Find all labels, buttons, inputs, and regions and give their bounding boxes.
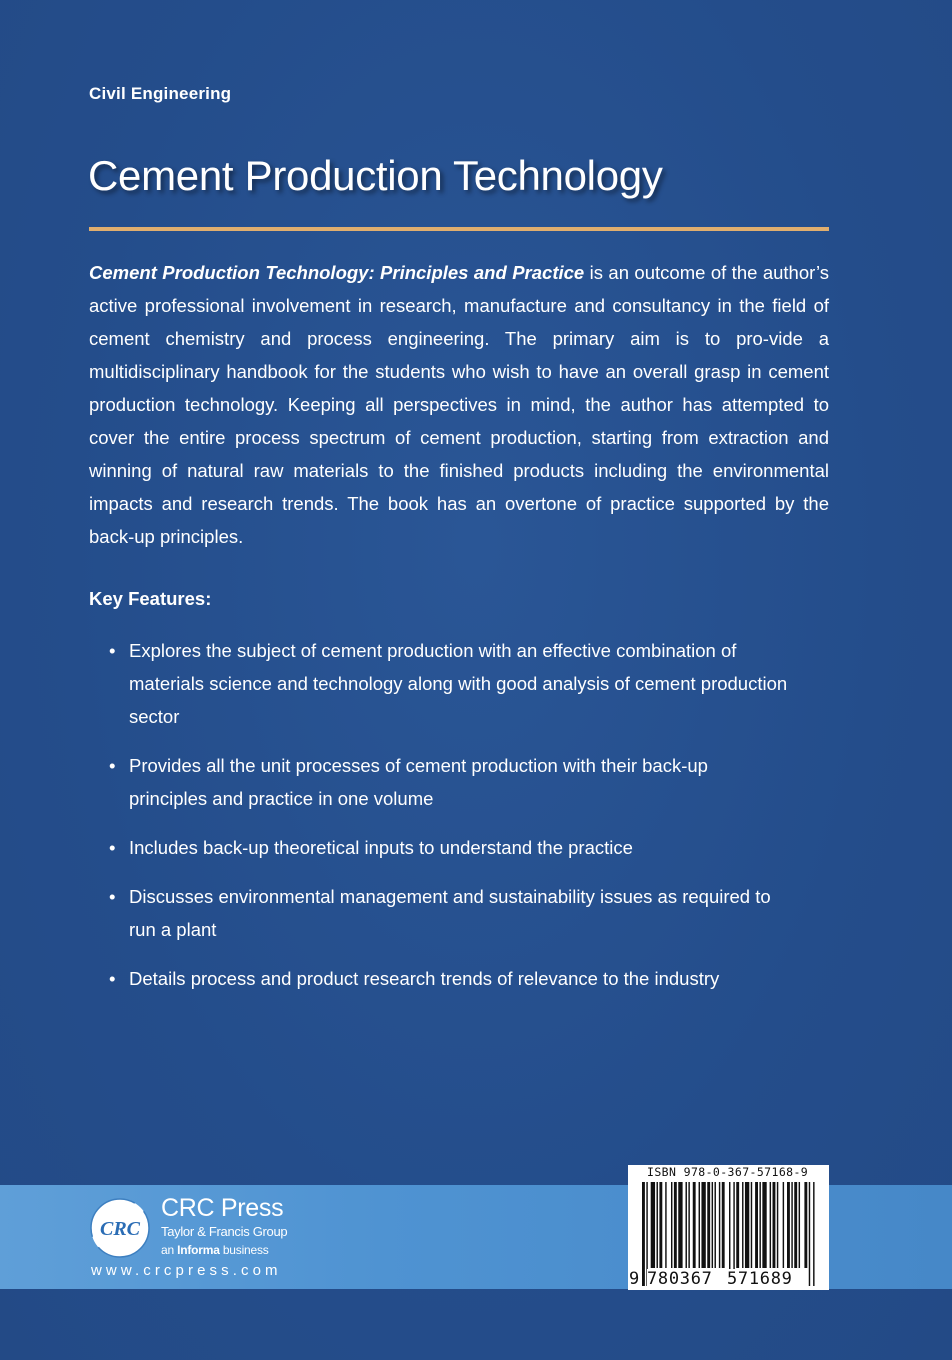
barcode-digits-left: 780367 xyxy=(647,1269,713,1289)
barcode-bar xyxy=(755,1182,758,1268)
barcode-bar xyxy=(759,1182,760,1268)
description-text: is an outcome of the author’s active professional involvement in research, manufacture and consultancy in the field of cement chemistry and process engineering. The primary aim is to pro-vide a multidisciplinary handbook for the students who wish to have an overall grasp in cement production technology. Keeping all perspectives in mind, the author has attempted to cover the entire process spectrum of cement production, starting from extraction and winning of natural raw materials to the finished products including the environmental impacts and research trends. The book has an overtone of practice supported by the back-up principles. xyxy=(89,262,829,547)
barcode-bar xyxy=(791,1182,792,1268)
barcode-bar xyxy=(642,1182,645,1286)
feature-text: Discusses environmental management and sustainability issues as required to run a plant xyxy=(129,886,771,940)
barcode-bar xyxy=(707,1182,710,1268)
barcode-bar xyxy=(722,1182,725,1268)
bullet-icon: • xyxy=(109,755,116,776)
key-features-list xyxy=(89,634,789,1011)
barcode-bar xyxy=(736,1182,739,1268)
barcode-bar xyxy=(773,1182,776,1268)
barcode-bar xyxy=(688,1182,689,1268)
crc-logo-icon xyxy=(89,1197,151,1259)
informa-prefix: an xyxy=(161,1243,178,1257)
barcode-bar xyxy=(715,1182,716,1268)
bullet-icon: • xyxy=(109,837,116,858)
feature-item xyxy=(89,634,789,733)
feature-item xyxy=(89,962,789,995)
barcode-bar xyxy=(651,1182,655,1268)
barcode-bar xyxy=(657,1182,658,1268)
barcode-bar xyxy=(742,1182,743,1268)
barcode-digits-right: 571689 xyxy=(727,1269,793,1289)
bullet-icon: • xyxy=(109,886,116,907)
barcode-bar xyxy=(787,1182,790,1268)
informa-name: Informa xyxy=(177,1243,220,1257)
barcode-bar xyxy=(777,1182,778,1268)
barcode-bar xyxy=(665,1182,666,1268)
barcode-bar xyxy=(804,1182,807,1268)
publisher-informa xyxy=(161,1243,269,1257)
barcode-bar xyxy=(693,1182,696,1268)
feature-item xyxy=(89,880,789,946)
description-book-title: Cement Production Technology: Principles and Practice xyxy=(89,262,585,283)
publisher-name: CRC Press xyxy=(161,1194,284,1222)
barcode-bar xyxy=(745,1182,749,1268)
barcode-bar xyxy=(674,1182,677,1268)
barcode-bar xyxy=(809,1182,810,1286)
feature-text: Provides all the unit processes of cement production with their back-up principles and practice in one volume xyxy=(129,755,708,809)
feature-item xyxy=(89,831,789,864)
barcode-bar xyxy=(794,1182,797,1268)
informa-suffix: business xyxy=(219,1243,269,1257)
bullet-icon: • xyxy=(109,640,116,661)
publisher-group: Taylor & Francis Group xyxy=(161,1224,288,1239)
category-label: Civil Engineering xyxy=(89,84,232,103)
crc-logo-text: CRC xyxy=(99,1218,141,1240)
barcode-bar xyxy=(751,1182,752,1268)
barcode-bar xyxy=(783,1182,784,1268)
barcode-bar xyxy=(701,1182,705,1268)
feature-text: Includes back-up theoretical inputs to understand the practice xyxy=(129,837,633,858)
key-features-heading: Key Features: xyxy=(89,588,212,609)
barcode-bar xyxy=(719,1182,720,1268)
barcode-bar xyxy=(671,1182,672,1268)
barcode-bar xyxy=(770,1182,771,1268)
barcode-digit-first: 9 xyxy=(629,1269,640,1289)
barcode-bar xyxy=(813,1182,814,1286)
book-description xyxy=(89,256,829,553)
barcode-bar xyxy=(659,1182,662,1268)
barcode-bar xyxy=(699,1182,700,1268)
title-divider xyxy=(89,227,829,231)
bullet-icon: • xyxy=(109,968,116,989)
barcode-bar xyxy=(678,1182,682,1268)
book-title: Cement Production Technology xyxy=(88,152,663,199)
feature-item xyxy=(89,749,789,815)
isbn-label: ISBN 978-0-367-57168-9 xyxy=(647,1165,809,1179)
barcode-bar xyxy=(686,1182,687,1268)
feature-text: Details process and product research trends of relevance to the industry xyxy=(129,968,720,989)
feature-text: Explores the subject of cement production with an effective combination of materials science and technology along with good analysis of cement production sector xyxy=(129,640,788,727)
barcode-bar xyxy=(762,1182,766,1268)
publisher-url: www.crcpress.com xyxy=(91,1262,282,1279)
barcode-bar xyxy=(712,1182,713,1268)
barcode-bar xyxy=(799,1182,800,1268)
